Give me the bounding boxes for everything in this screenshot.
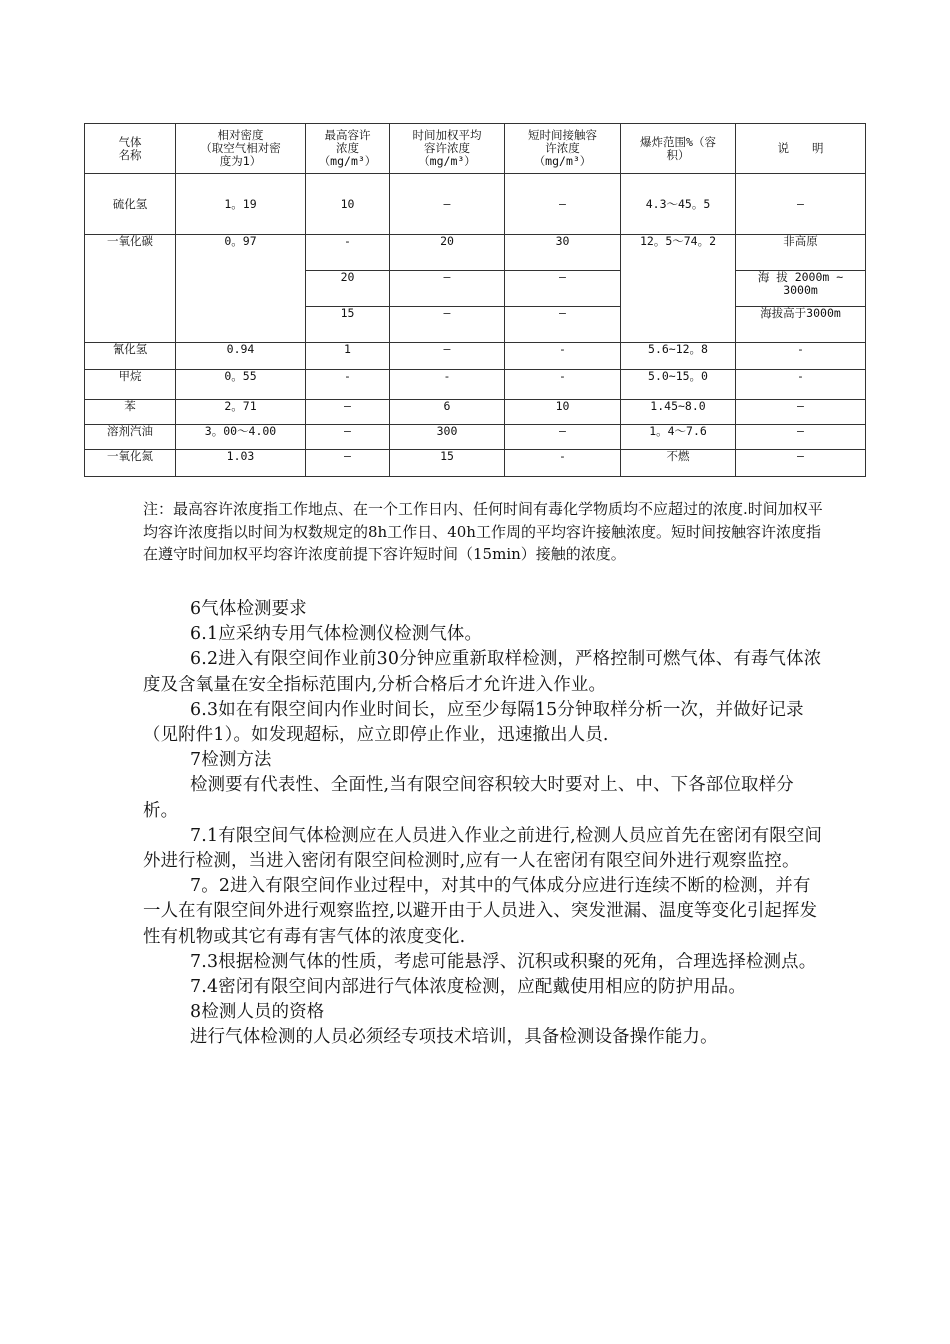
cell-max: — <box>306 425 390 450</box>
paragraph-6-2: 6.2进入有限空间作业前30分钟应重新取样检测，严格控制可燃气体、有毒气体浓度及含氧量在安全指标范围内,分析合格后才允许进入作业。 <box>143 649 822 695</box>
cell-density: 0。55 <box>176 370 306 400</box>
cell-density: 2。71 <box>176 400 306 425</box>
header-gas-name: 气体 名称 <box>85 124 176 174</box>
header-remarks: 说 明 <box>736 124 866 174</box>
cell-explosive: 4.3～45。5 <box>621 174 736 235</box>
cell-twa: — <box>390 174 505 235</box>
section-heading-6: 6气体检测要求 <box>190 599 307 619</box>
cell-note: — <box>736 450 866 477</box>
header-stel: 短时间接触容 许浓度 （mg/m³） <box>505 124 621 174</box>
gas-properties-table <box>84 123 866 477</box>
table-row <box>85 400 866 425</box>
cell-density: 0.94 <box>176 343 306 370</box>
cell-max: 15 <box>306 307 390 343</box>
cell-explosive: 5.0~15。0 <box>621 370 736 400</box>
header-density: 相对密度 （取空气相对密 度为1） <box>176 124 306 174</box>
paragraph-6-3: 6.3如在有限空间内作业时间长，应至少每隔15分钟取样分析一次，并做好记录（见附件1）。如发现超标，应立即停止作业，迅速撤出人员. <box>143 699 804 746</box>
cell-density: 0。97 <box>176 235 306 343</box>
paragraph-7-2: 7。2进入有限空间作业过程中，对其中的气体成分应进行连续不断的检测，并有一人在有限空间外进行观察监控,以避开由于人员进入、突发泄漏、温度等变化引起挥发性有机物或其它有毒有害气体的浓度变化. <box>143 876 818 947</box>
table-footnote <box>143 498 823 566</box>
cell-name: 硫化氢 <box>85 174 176 235</box>
table-row <box>85 450 866 477</box>
cell-density: 1。19 <box>176 174 306 235</box>
footnote-text: 注：最高容许浓度指工作地点、在一个工作日内、任何时间有毒化学物质均不应超过的浓度.时间加权平均容许浓度指以时间为权数规定的8h工作日、40h工作周的平均容许接触浓度。短时间按触容许浓度指在遵守时间加权平均容许浓度前提下容许短时间（15min）接触的浓度。 <box>143 500 823 563</box>
section-heading-7: 7检测方法 <box>190 750 272 771</box>
table-row <box>85 235 866 271</box>
cell-max: — <box>306 400 390 425</box>
table-row <box>85 343 866 370</box>
cell-twa: 20 <box>390 235 505 271</box>
paragraph-7-1: 7.1有限空间气体检测应在人员进入作业之前进行,检测人员应首先在密闭有限空间外进行检测，当进入密闭有限空间检测时,应有一人在密闭有限空间外进行观察监控。 <box>143 825 823 872</box>
cell-stel: — <box>505 271 621 307</box>
cell-twa: 15 <box>390 450 505 477</box>
cell-name: 氰化氢 <box>85 343 176 370</box>
cell-twa: - <box>390 370 505 400</box>
header-twa: 时间加权平均 容许浓度 （mg/m³） <box>390 124 505 174</box>
paragraph-6-1: 6.1应采纳专用气体检测仪检测气体。 <box>190 624 483 645</box>
table-header-row <box>85 124 866 174</box>
cell-max: — <box>306 450 390 477</box>
cell-name: 一氧化氮 <box>85 450 176 477</box>
cell-note: - <box>736 370 866 400</box>
cell-explosive: 1。4～7.6 <box>621 425 736 450</box>
cell-explosive: 不燃 <box>621 450 736 477</box>
cell-max: - <box>306 235 390 271</box>
cell-stel: - <box>505 370 621 400</box>
cell-stel: — <box>505 425 621 450</box>
cell-twa: — <box>390 307 505 343</box>
cell-twa: 6 <box>390 400 505 425</box>
paragraph-7-4: 7.4密闭有限空间内部进行气体浓度检测，应配戴使用相应的防护用品。 <box>190 977 746 998</box>
cell-name: 一氧化碳 <box>85 235 176 343</box>
header-max-concentration: 最高容许 浓度 （mg/m³） <box>306 124 390 174</box>
table-row <box>85 370 866 400</box>
paragraph-8-intro: 进行气体检测的人员必须经专项技术培训，具备检测设备操作能力。 <box>190 1027 718 1048</box>
cell-explosive: 5.6~12。8 <box>621 343 736 370</box>
table-row <box>85 425 866 450</box>
cell-stel: 10 <box>505 400 621 425</box>
cell-note: 非高原 <box>736 235 866 271</box>
paragraph-7-intro: 检测要有代表性、全面性,当有限空间容积较大时要对上、中、下各部位取样分析。 <box>143 775 794 821</box>
cell-twa: 300 <box>390 425 505 450</box>
cell-stel: - <box>505 450 621 477</box>
cell-stel: — <box>505 307 621 343</box>
cell-max: 20 <box>306 271 390 307</box>
cell-explosive: 1.45~8.0 <box>621 400 736 425</box>
cell-max: 1 <box>306 343 390 370</box>
cell-name: 苯 <box>85 400 176 425</box>
document-body <box>143 597 823 1051</box>
cell-max: - <box>306 370 390 400</box>
header-explosive-range: 爆炸范围%（容 积） <box>621 124 736 174</box>
cell-density: 1.03 <box>176 450 306 477</box>
cell-note: 海拔高于3000m <box>736 307 866 343</box>
table-row <box>85 174 866 235</box>
cell-twa: — <box>390 271 505 307</box>
cell-stel: — <box>505 174 621 235</box>
cell-twa: — <box>390 343 505 370</box>
cell-note: — <box>736 174 866 235</box>
section-heading-8: 8检测人员的资格 <box>190 1002 325 1023</box>
cell-stel: 30 <box>505 235 621 271</box>
paragraph-7-3: 7.3根据检测气体的性质，考虑可能悬浮、沉积或积聚的死角，合理选择检测点。 <box>190 951 817 972</box>
cell-note: 海 拔 2000m ~ 3000m <box>736 271 866 307</box>
cell-stel: - <box>505 343 621 370</box>
cell-note: — <box>736 400 866 425</box>
cell-explosive: 12。5～74。2 <box>621 235 736 343</box>
cell-name: 甲烷 <box>85 370 176 400</box>
cell-max: 10 <box>306 174 390 235</box>
cell-density: 3。00～4.00 <box>176 425 306 450</box>
cell-note: - <box>736 343 866 370</box>
cell-note: — <box>736 425 866 450</box>
cell-name: 溶剂汽油 <box>85 425 176 450</box>
